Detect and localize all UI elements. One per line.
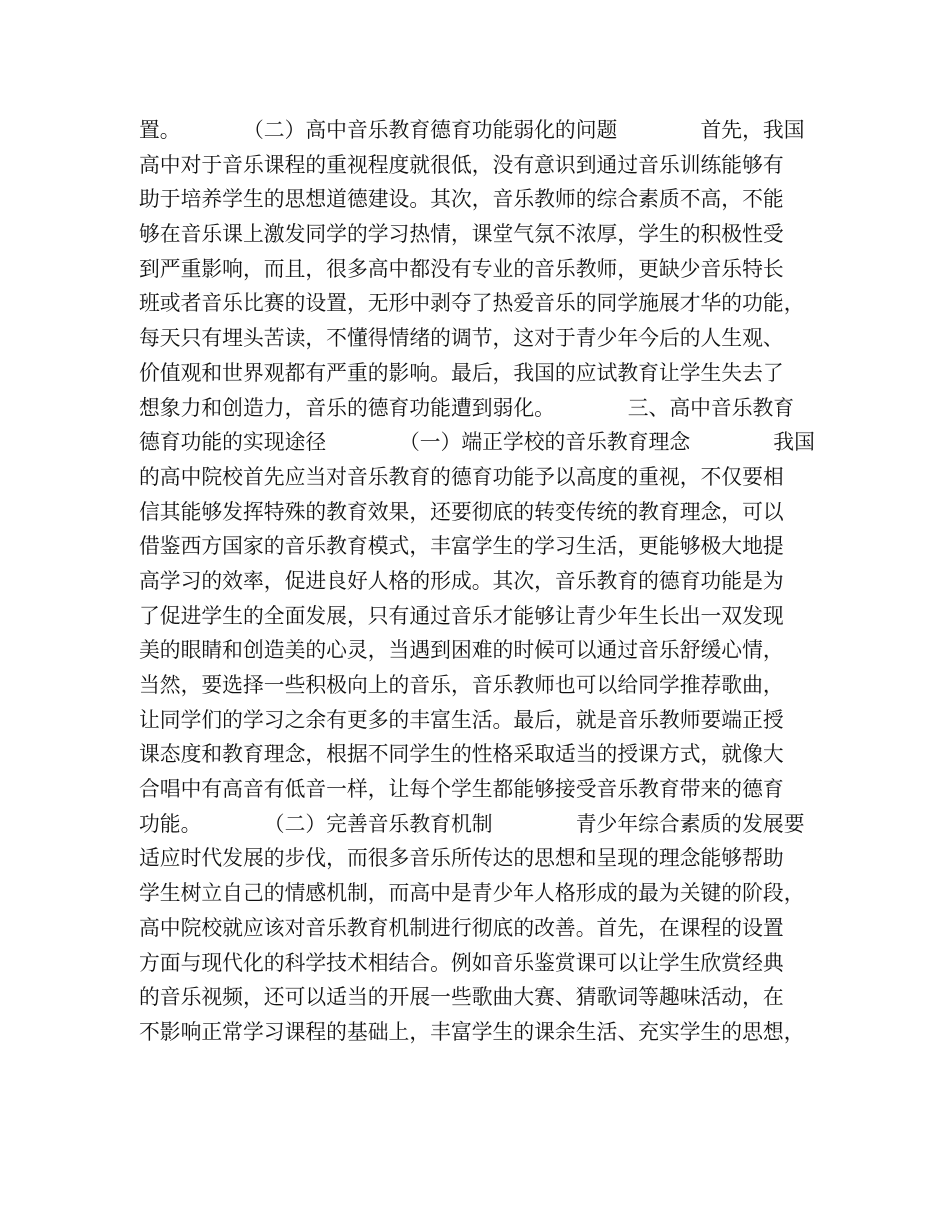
text-line: 高中院校就应该对音乐教育机制进行彻底的改善。首先，在课程的设置 xyxy=(139,915,784,940)
text-line: 高中对于音乐课程的重视程度就很低，没有意识到通过音乐训练能够有 xyxy=(139,152,784,177)
text-line: 功能。 （二）完善音乐教育机制 青少年综合素质的发展要 xyxy=(139,811,805,836)
text-line: 学生树立自己的情感机制，而高中是青少年人格形成的最为关键的阶段， xyxy=(139,881,805,906)
text-line: 不影响正常学习课程的基础上，丰富学生的课余生活、充实学生的思想， xyxy=(139,1019,805,1044)
text-line: 信其能够发挥特殊的教育效果，还要彻底的转变传统的教育理念，可以 xyxy=(139,499,784,524)
text-line: 的高中院校首先应当对音乐教育的德育功能予以高度的重视，不仅要相 xyxy=(139,464,784,489)
text-line: 课态度和教育理念，根据不同学生的性格采取适当的授课方式，就像大 xyxy=(139,742,784,767)
text-line: 班或者音乐比赛的设置，无形中剥夺了热爱音乐的同学施展才华的功能， xyxy=(139,291,805,316)
text-line: 的音乐视频，还可以适当的开展一些歌曲大赛、猜歌词等趣味活动，在 xyxy=(139,985,784,1010)
text-line: 合唱中有高音有低音一样，让每个学生都能够接受音乐教育带来的德育 xyxy=(139,777,784,802)
text-line: 德育功能的实现途径 （一）端正学校的音乐教育理念 我国 xyxy=(139,430,815,455)
text-line: 美的眼睛和创造美的心灵，当遇到困难的时候可以通过音乐舒缓心情， xyxy=(139,638,784,663)
text-line: 助于培养学生的思想道德建设。其次，音乐教师的综合素质不高，不能 xyxy=(139,187,784,212)
text-line: 适应时代发展的步伐，而很多音乐所传达的思想和呈现的理念能够帮助 xyxy=(139,846,784,871)
text-line: 方面与现代化的科学技术相结合。例如音乐鉴赏课可以让学生欣赏经典 xyxy=(139,950,784,975)
text-line: 价值观和世界观都有严重的影响。最后，我国的应试教育让学生失去了 xyxy=(139,360,784,385)
body-text xyxy=(139,113,839,1050)
text-line: 当然，要选择一些积极向上的音乐，音乐教师也可以给同学推荐歌曲， xyxy=(139,673,784,697)
text-line: 了促进学生的全面发展，只有通过音乐才能够让青少年生长出一双发现 xyxy=(139,603,784,628)
text-line: 让同学们的学习之余有更多的丰富生活。最后，就是音乐教师要端正授 xyxy=(139,707,784,732)
text-line: 高学习的效率，促进良好人格的形成。其次，音乐教育的德育功能是为 xyxy=(139,568,784,593)
text-line: 每天只有埋头苦读，不懂得情绪的调节，这对于青少年今后的人生观、 xyxy=(139,326,784,351)
text-line: 借鉴西方国家的音乐教育模式，丰富学生的学习生活，更能够极大地提 xyxy=(139,534,784,559)
text-line: 够在音乐课上激发同学的学习热情，课堂气氛不浓厚，学生的积极性受 xyxy=(139,222,784,247)
text-line: 置。 （二）高中音乐教育德育功能弱化的问题 首先，我国 xyxy=(139,118,805,142)
text-line: 想象力和创造力，音乐的德育功能遭到弱化。 三、高中音乐教育 xyxy=(139,395,795,420)
text-line: 到严重影响，而且，很多高中都没有专业的音乐教师，更缺少音乐特长 xyxy=(139,256,784,281)
